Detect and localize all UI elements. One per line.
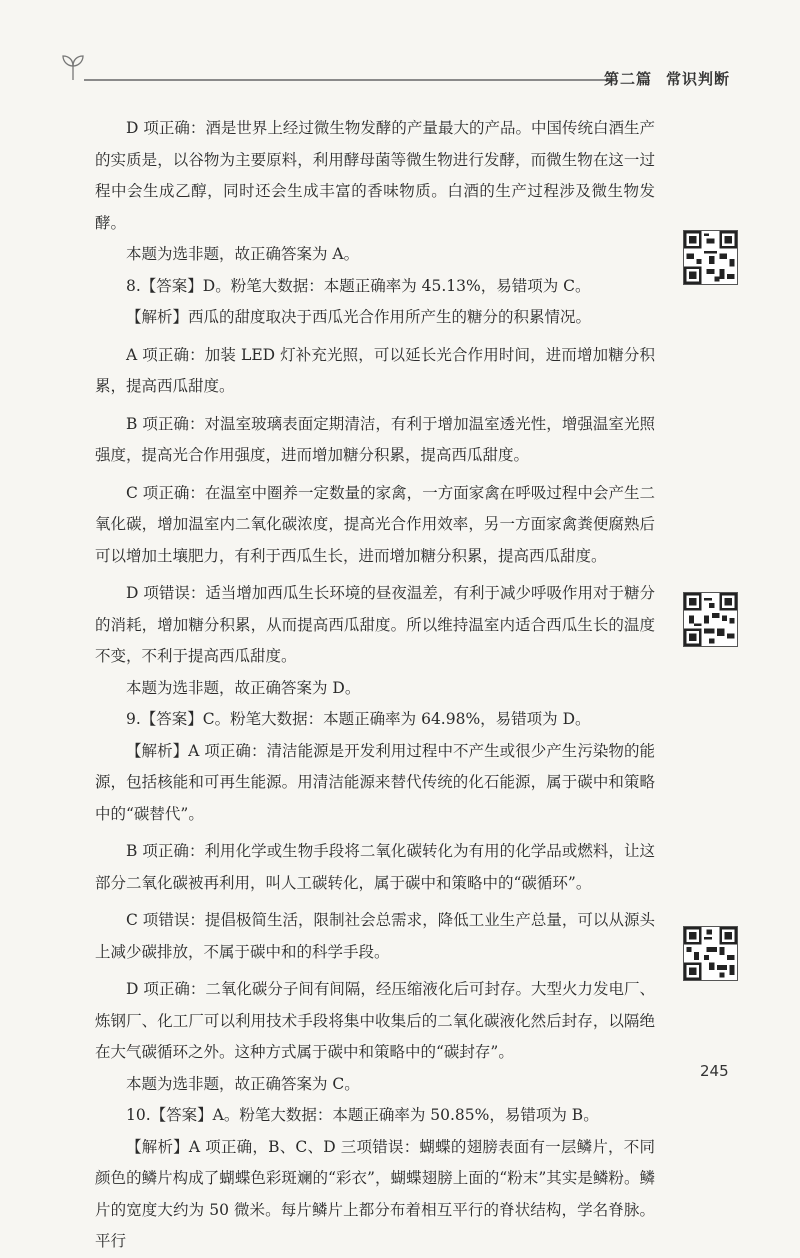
qr-code-icon[interactable] (683, 926, 738, 981)
paragraph: C 项错误：提倡极简生活，限制社会总需求，降低工业生产总量，可以从源头上减少碳排放，不属于碳中和的科学手段。 (95, 911, 655, 961)
answer-line: 9.【答案】C。粉笔大数据：本题正确率为 64.98%，易错项为 D。 (126, 710, 591, 728)
paragraph: A 项正确：加装 LED 灯补充光照，可以延长光合作用时间，进而增加糖分积累，提高西瓜甜度。 (95, 345, 655, 395)
page-number: 245 (700, 1062, 729, 1080)
analysis-line: 【解析】A 项正确：清洁能源是开发利用过程中不产生或很少产生污染物的能源，包括核能和可再生能源。用清洁能源来替代传统的化石能源，属于碳中和策略中的“碳替代”。 (95, 741, 655, 823)
answer-line: 8.【答案】D。粉笔大数据：本题正确率为 45.13%，易错项为 C。 (126, 276, 591, 295)
paragraph: 本题为选非题，故正确答案为 A。 (126, 245, 360, 263)
analysis-line: 【解析】西瓜的甜度取决于西瓜光合作用所产生的糖分的积累情况。 (126, 308, 592, 326)
header-title (604, 68, 730, 89)
analysis-line: 【解析】A 项正确，B、C、D 三项错误：蝴蝶的翅膀表面有一层鳞片，不同颜色的鳞片构成了蝴蝶色彩斑斓的“彩衣”，蝴蝶翅膀上面的“粉末”其实是鳞粉。鳞片的宽度大约为 50 微米。每片鳞片上都分布着相互平行的脊状结构，学名脊脉。平行 (95, 1137, 655, 1250)
header-divider (84, 79, 614, 81)
page-header (0, 0, 800, 100)
paragraph: 本题为选非题，故正确答案为 C。 (126, 1074, 360, 1093)
paragraph: D 项正确：酒是世界上经过微生物发酵的产量最大的产品。中国传统白酒生产的实质是，以谷物为主要原料，利用酵母菌等微生物进行发酵，而微生物在这一过程中会生成乙醇，同时还会生成丰富的香味物质。白酒的生产过程涉及微生物发酵。 (95, 119, 655, 232)
paragraph: B 项正确：对温室玻璃表面定期清洁，有利于增加温室透光性，增强温室光照强度，提高光合作用强度，进而增加糖分积累，提高西瓜甜度。 (95, 414, 655, 464)
paragraph: D 项错误：适当增加西瓜生长环境的昼夜温差，有利于减少呼吸作用对于糖分的消耗，增加糖分积累，从而提高西瓜甜度。所以维持温室内适合西瓜生长的温度不变，不利于提高西瓜甜度。 (95, 584, 655, 665)
answer-line: 10.【答案】A。粉笔大数据：本题正确率为 50.85%，易错项为 B。 (126, 1106, 599, 1124)
paragraph: 本题为选非题，故正确答案为 D。 (126, 678, 361, 697)
paragraph: B 项正确：利用化学或生物手段将二氧化碳转化为有用的化学品或燃料，让这部分二氧化碳被再利用，叫人工碳转化，属于碳中和策略中的“碳循环”。 (95, 842, 655, 892)
sprout-icon (60, 52, 86, 82)
qr-code-icon[interactable] (683, 592, 738, 647)
page-body (95, 113, 655, 1258)
section-label: 第二篇 (603, 70, 652, 88)
paragraph: C 项正确：在温室中圈养一定数量的家禽，一方面家禽在呼吸过程中会产生二氧化碳，增加温室内二氧化碳浓度，提高光合作用效率，另一方面家禽粪便腐熟后可以增加土壤肥力，有利于西瓜生长，进而增加糖分积累，提高西瓜甜度。 (95, 483, 655, 565)
qr-code-icon[interactable] (683, 230, 738, 285)
chapter-label: 常识判断 (665, 70, 730, 88)
paragraph: D 项正确：二氧化碳分子间有间隔，经压缩液化后可封存。大型火力发电厂、炼钢厂、化工厂可以利用技术手段将集中收集后的二氧化碳液化然后封存，以隔绝在大气碳循环之外。这种方式属于碳中和策略中的“碳封存”。 (95, 980, 655, 1061)
